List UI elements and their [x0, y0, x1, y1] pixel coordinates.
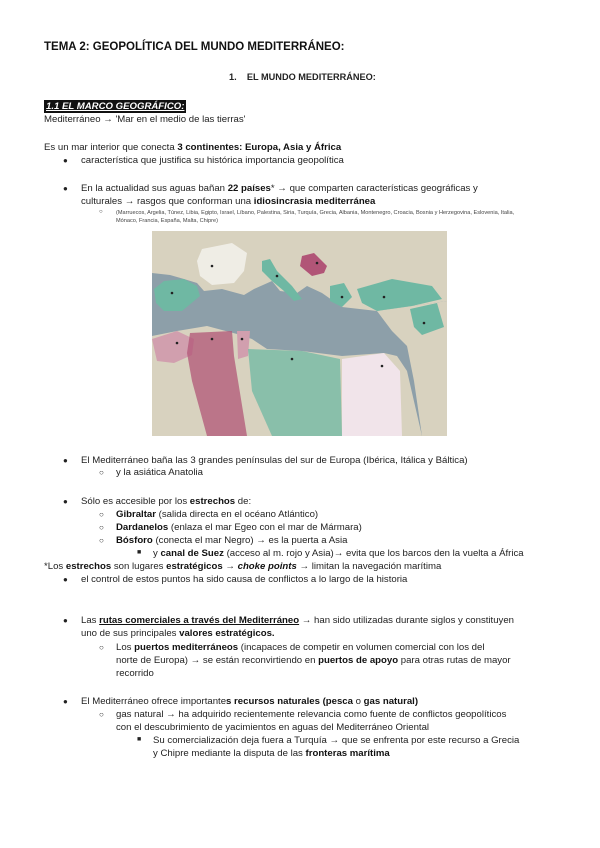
square-bullet: ■ [137, 549, 142, 556]
capital-dot [423, 322, 426, 325]
circle-bullet: ○ [99, 209, 103, 215]
strait-desc: (salida directa en el océano Atlántico) [156, 509, 319, 520]
intro-line [44, 141, 341, 154]
suez-bold: canal de Suez [160, 548, 224, 559]
bullet-6-text: Las [81, 615, 100, 626]
capital-dot [341, 296, 344, 299]
note-line [44, 560, 441, 573]
circle-bullet: ○ [99, 643, 104, 652]
capital-dot [381, 365, 384, 368]
note-bold: estrechos [65, 561, 112, 572]
ports-line1 [116, 641, 484, 654]
circle-bullet: ○ [99, 468, 104, 477]
strait-name: Dardanelos [116, 522, 169, 533]
tunisia-area [237, 331, 250, 359]
bullet-4 [81, 495, 251, 508]
ports-line3: recorrido [116, 668, 154, 679]
egypt-area [342, 353, 402, 436]
bullet-2-line1 [81, 182, 478, 195]
note-text: *Los [44, 561, 66, 572]
bullet-3: El Mediterráneo baña las 3 grandes penínsulas del sur de Europa (Ibérica, Itálica y Báltica) [81, 455, 468, 466]
capital-dot [316, 262, 319, 265]
intro-text: Es un mar interior que conecta [44, 142, 178, 153]
note-text: → limitan la navegación marítima [296, 561, 442, 572]
bullet-7-bold: gas natural) [363, 696, 419, 707]
capital-dot [171, 292, 174, 295]
bullet-7-text: El Mediterráneo ofrece importante [81, 696, 227, 707]
gas-line2: con el descubrimiento de yacimientos en aguas del Mediterráneo Oriental [116, 722, 430, 733]
capital-dot [291, 358, 294, 361]
bullet-2-post: * → que comparten características geográficas y [270, 183, 478, 194]
bullet-3-sub: y la asiática Anatolia [116, 467, 203, 478]
bullet-4-bold: estrechos [189, 496, 236, 507]
capital-dot [211, 338, 214, 341]
bullet-2-line2-text: culturales → rasgos que conforman una [81, 196, 254, 207]
bullet-2-line2-bold: idiosincrasia mediterránea [253, 196, 376, 207]
bullet-6-line2 [81, 627, 275, 640]
capital-dot [276, 275, 279, 278]
section-number: 1. [229, 72, 237, 82]
circle-bullet: ○ [99, 510, 104, 519]
strait-desc: (conecta el mar Negro) → es la puerta a Asia [152, 535, 348, 546]
bullet-1: característica que justifica su histórica importancia geopolítica [81, 155, 344, 166]
gas-line1: gas natural → ha adquirido recientemente relevancia como fuente de conflictos geopolíticos [116, 709, 507, 720]
note-bold: estratégicos [166, 561, 223, 572]
ports-line2-bold: puertos de apoyo [318, 655, 399, 666]
capital-dot [176, 342, 179, 345]
note-bold-italic: choke points [237, 561, 297, 572]
section-heading [229, 72, 376, 82]
strait-dardanelos [116, 521, 362, 534]
ports-line2-post: para otras rutas de mayor [398, 655, 511, 666]
bullet-dot: ● [63, 616, 68, 625]
suez-text: y [153, 548, 161, 559]
mediterranean-map [152, 231, 447, 436]
ports-bold: puertos mediterráneos [134, 642, 239, 653]
bullet-dot: ● [63, 184, 68, 193]
capital-dot [211, 265, 214, 268]
subsection-heading [44, 100, 186, 113]
bullet-6-line1 [81, 614, 514, 627]
document-title: TEMA 2: GEOPOLÍTICA DEL MUNDO MEDITERRÁNEO: [44, 41, 345, 53]
bullet-5: el control de estos puntos ha sido causa de conflictos a lo largo de la historia [81, 574, 408, 585]
bullet-2-line2 [81, 195, 375, 208]
bullet-7-bold: s recursos naturales (pesca [226, 696, 353, 707]
ports-line2 [116, 654, 511, 667]
circle-bullet: ○ [99, 536, 104, 545]
bullet-2-text: En la actualidad sus aguas bañan [81, 183, 228, 194]
bullet-4-post: de: [235, 496, 252, 507]
countries-list: (Marruecos, Argelia, Túnez, Libia, Egipto, Israel, Líbano, Palestina, Siria, Turquía, Grecia, Albania, Montenegro, Croacia, Bosnia y Herzegovina, Eslovenia, Italia, Mónaco, Francia, España, Malta, Chipre) [116, 210, 515, 224]
square-bullet: ■ [137, 736, 142, 743]
bullet-dot: ● [63, 575, 68, 584]
ports-text: Los [116, 642, 135, 653]
bullet-6-line2-text: uno de sus principales [81, 628, 180, 639]
strait-name: Gibraltar [116, 509, 156, 520]
turkey-line2-bold: fronteras marítima [305, 748, 390, 759]
strait-desc: (enlaza el mar Egeo con el mar de Mármara) [168, 522, 362, 533]
ports-post: (incapaces de competir en volumen comercial con los del [238, 642, 485, 653]
note-text: son lugares [111, 561, 167, 572]
strait-name: Bósforo [116, 535, 153, 546]
strait-bosforo [116, 534, 347, 547]
bullet-7-mid: o [352, 696, 364, 707]
bullet-dot: ● [63, 697, 68, 706]
bullet-7 [81, 695, 418, 708]
suez-line [153, 547, 524, 560]
intro-bold: 3 continentes: Europa, Asia y África [177, 142, 342, 153]
turkey-line1: Su comercialización deja fuera a Turquía → que se enfrenta por este recurso a Grecia [153, 735, 520, 746]
turkey-line2 [153, 747, 390, 760]
section-title: EL MUNDO MEDITERRÁNEO: [246, 72, 376, 82]
bullet-dot: ● [63, 497, 68, 506]
circle-bullet: ○ [99, 710, 104, 719]
bullet-4-text: Sólo es accesible por los [81, 496, 190, 507]
etymology-line: Mediterráneo → 'Mar en el medio de las tierras' [44, 114, 246, 125]
turkey-line2-text: y Chipre mediante la disputa de las [153, 748, 306, 759]
bullet-dot: ● [63, 156, 68, 165]
bullet-6-line2-bold: valores estratégicos. [179, 628, 275, 639]
subsection-label: 1.1 EL MARCO GEOGRÁFICO: [46, 101, 185, 112]
capital-dot [241, 338, 244, 341]
bullet-dot: ● [63, 456, 68, 465]
circle-bullet: ○ [99, 523, 104, 532]
ports-line2-text: norte de Europa) → se están reconvirtiendo en [116, 655, 319, 666]
bullet-2-bold: 22 países [227, 183, 271, 194]
strait-gibraltar [116, 508, 318, 521]
bullet-6-bold: rutas comerciales a través del Mediterráneo [99, 615, 300, 626]
capital-dot [383, 296, 386, 299]
suez-post: (acceso al m. rojo y Asia)→ evita que los barcos den la vuelta a África [223, 548, 524, 559]
note-text: → [222, 561, 238, 572]
bullet-6-post: → han sido utilizadas durante siglos y constituyen [299, 615, 515, 626]
